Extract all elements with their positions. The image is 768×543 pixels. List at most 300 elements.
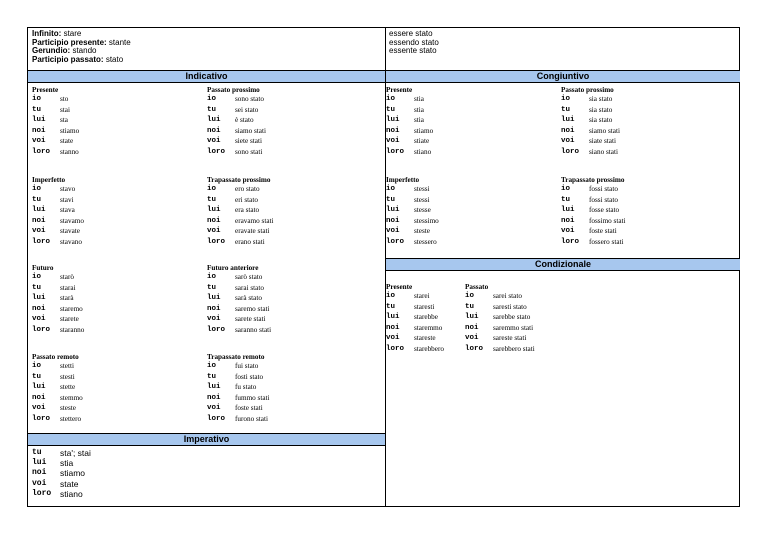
verb-form: stia [414, 95, 424, 103]
conjugation-row [32, 414, 83, 425]
pronoun: noi [465, 323, 479, 332]
pronoun: noi [32, 126, 46, 135]
conjugation-row [386, 333, 444, 344]
pronoun: io [561, 185, 571, 193]
verb-form: stette [60, 383, 76, 391]
verb-form: fosti stato [235, 372, 264, 381]
conjugation-row [32, 372, 83, 383]
verb-form: siano stati [589, 147, 618, 156]
verb-form: sarei stato [493, 292, 522, 300]
pronoun: noi [207, 304, 221, 313]
verb-form: sia stato [589, 95, 613, 103]
pronoun: lui [386, 206, 400, 214]
pronoun: noi [32, 304, 46, 313]
verb-form: eravamo stati [235, 216, 274, 225]
conjugation-row [32, 126, 79, 137]
indicativo-trapassato-prossimo-block [207, 176, 274, 247]
tense-title: Passato [465, 283, 489, 291]
conjugation-row [207, 382, 270, 393]
pronoun: io [207, 362, 217, 370]
conjugation-row [207, 272, 271, 283]
indicativo-imperfetto-block [32, 176, 84, 247]
pronoun: loro [32, 325, 51, 334]
pronoun: io [386, 95, 396, 103]
conjugation-row [386, 195, 439, 206]
compound-participio: essente stato [389, 46, 437, 55]
pronoun: noi [32, 468, 47, 478]
conjugation-row [207, 361, 270, 372]
verb-form: stavi [60, 195, 74, 204]
pronoun: lui [465, 313, 479, 321]
conjugation-row [561, 205, 626, 216]
conjugation-row [32, 293, 84, 304]
pronoun: tu [207, 195, 217, 204]
verb-form: foste stati [235, 404, 263, 412]
pronoun: loro [386, 237, 405, 246]
conjugation-row [207, 226, 274, 237]
imperativo-row [32, 468, 91, 478]
conjugation-row [386, 323, 444, 334]
conjugation-row [561, 195, 626, 206]
pronoun: tu [207, 372, 217, 381]
verb-form: sarebbero stati [493, 344, 535, 353]
pronoun: tu [32, 448, 42, 457]
pronoun: noi [207, 393, 221, 402]
conjugation-row [561, 216, 626, 227]
compound-forms [389, 30, 439, 56]
verb-form: stareste [414, 334, 436, 342]
conjugation-row [465, 344, 535, 355]
conjugation-row [207, 136, 266, 147]
conjugation-row [561, 105, 620, 116]
pronoun: noi [386, 323, 400, 332]
tense-title: Imperfetto [386, 176, 420, 184]
imperativo-header: Imperativo [28, 433, 385, 446]
tense-title: Presente [32, 86, 59, 94]
pronoun: tu [386, 302, 396, 311]
conjugation-row [32, 105, 79, 116]
verb-form: stemmo [60, 393, 83, 402]
conjugation-row [32, 272, 84, 283]
conjugation-row [207, 293, 271, 304]
verb-form: sia stato [589, 105, 613, 114]
verb-form: foste stati [589, 227, 617, 235]
verb-form: stiano [414, 147, 432, 156]
pronoun: noi [386, 126, 400, 135]
pronoun: tu [32, 105, 42, 114]
verb-form: starei [414, 292, 430, 300]
pronoun: voi [207, 404, 221, 412]
conjugation-row [207, 115, 266, 126]
conjugation-row [386, 302, 444, 313]
conjugation-row [207, 94, 266, 105]
conjugation-row [207, 393, 270, 404]
conjugation-row [32, 393, 83, 404]
pronoun: lui [386, 116, 400, 124]
conjugation-row [207, 304, 271, 315]
pronoun: tu [32, 283, 42, 292]
conjugation-row [207, 195, 274, 206]
pronoun: tu [465, 302, 475, 311]
pronoun: loro [386, 147, 405, 156]
conjugation-row [207, 237, 274, 248]
verb-form: sta'; stai [60, 448, 91, 458]
verb-form: sia stato [589, 116, 613, 124]
conjugation-row [465, 302, 535, 313]
pronoun: loro [207, 325, 226, 334]
tense-title: Trapassato remoto [207, 353, 265, 361]
conjugation-row [32, 195, 84, 206]
imperativo-row [32, 489, 91, 499]
condizionale-passato-block [465, 283, 535, 354]
pronoun: io [32, 185, 42, 193]
pronoun: voi [207, 315, 221, 323]
pronoun: noi [32, 216, 46, 225]
indicativo-passato-remoto-block [32, 353, 83, 424]
verb-form: fossimo stati [589, 216, 626, 225]
pronoun: io [207, 95, 217, 103]
imperativo-row [32, 448, 91, 458]
verb-form: starà [60, 294, 74, 302]
verb-form: steste [414, 227, 430, 235]
pronoun: lui [32, 294, 46, 302]
pronoun: io [207, 185, 217, 193]
conjugation-row [32, 283, 84, 294]
pronoun: tu [386, 105, 396, 114]
indicativo-presente-block [32, 86, 79, 157]
conjugation-row [207, 205, 274, 216]
verb-form: stesse [414, 206, 431, 214]
indicativo-header: Indicativo [28, 70, 385, 83]
verb-form: stetti [60, 362, 74, 370]
pronoun: io [465, 292, 475, 300]
compound-gerundio: essendo stato [389, 37, 439, 47]
conjugation-row [207, 325, 271, 336]
conjugation-row [561, 136, 620, 147]
conjugation-row [465, 323, 535, 334]
imperativo-block [32, 448, 91, 499]
verb-form: ero stato [235, 185, 260, 193]
verb-form: siate stati [589, 137, 616, 145]
pronoun: lui [386, 313, 400, 321]
pronoun: loro [465, 344, 484, 353]
verb-form: era stato [235, 206, 260, 214]
conjugation-row [386, 312, 444, 323]
indicativo-passato-prossimo-block [207, 86, 266, 157]
verb-form: stiano [60, 488, 83, 499]
conjugation-row [386, 226, 439, 237]
indicativo-futuro-anteriore-block [207, 264, 271, 335]
pronoun: io [32, 95, 42, 103]
pronoun: lui [32, 206, 46, 214]
pronoun: io [207, 273, 217, 281]
tense-title: Futuro [32, 264, 54, 272]
conjugation-row [561, 126, 620, 137]
pronoun: tu [207, 283, 217, 292]
pronoun: voi [207, 137, 221, 145]
verb-form: saranno stati [235, 325, 272, 334]
verb-form: stiamo [60, 468, 86, 479]
conjugation-row [32, 237, 84, 248]
conjugation-row [561, 184, 626, 195]
conjugation-row [465, 291, 535, 302]
verb-form: fosse stato [589, 206, 620, 214]
verb-form: è stato [235, 116, 254, 124]
verb-form: sarai stato [235, 283, 264, 292]
conjugation-row [32, 382, 83, 393]
pronoun: voi [32, 137, 46, 145]
conjugation-row [32, 325, 84, 336]
pronoun: loro [32, 237, 51, 246]
tense-title: Passato prossimo [207, 86, 260, 94]
verb-form: stessi [414, 195, 430, 204]
infinito-line: Infinito: stare [32, 29, 82, 38]
pronoun: noi [207, 216, 221, 225]
verb-form: staresti [414, 302, 435, 311]
pronoun: voi [561, 137, 575, 145]
verb-form: fui stato [235, 362, 259, 370]
conjugation-row [32, 94, 79, 105]
verb-form: saresti stato [493, 302, 527, 311]
verb-form: sarete stati [235, 315, 266, 323]
conjugation-row [386, 94, 433, 105]
tense-title: Passato remoto [32, 353, 79, 361]
verb-form: sono stati [235, 147, 263, 156]
pronoun: tu [207, 105, 217, 114]
pronoun: tu [32, 195, 42, 204]
verb-info [32, 30, 131, 64]
conjugation-row [207, 184, 274, 195]
verb-form: fummo stati [235, 393, 270, 402]
conjugation-row [386, 184, 439, 195]
conjugation-row [561, 237, 626, 248]
verb-form: stesti [60, 372, 75, 381]
verb-form: state [60, 137, 74, 145]
conjugation-row [207, 216, 274, 227]
conjugation-row [386, 147, 433, 158]
verb-form: siamo stati [235, 126, 266, 135]
verb-form: sto [60, 95, 69, 103]
verb-form: stettero [60, 414, 82, 423]
verb-form: steste [60, 404, 76, 412]
pronoun: loro [32, 488, 52, 498]
indicativo-trapassato-remoto-block [207, 353, 270, 424]
conjugation-row [386, 216, 439, 227]
conjugation-row [386, 126, 433, 137]
conjugation-row [207, 314, 271, 325]
conjugation-row [32, 226, 84, 237]
conjugation-row [32, 205, 84, 216]
pronoun: voi [386, 334, 400, 342]
pronoun: lui [207, 116, 221, 124]
verb-form: starete [60, 315, 79, 323]
verb-form: stiamo [60, 126, 80, 135]
pronoun: voi [207, 227, 221, 235]
pronoun: tu [386, 195, 396, 204]
conjugation-row [32, 184, 84, 195]
conjugation-row [207, 414, 270, 425]
congiuntivo-passato-prossimo-block [561, 86, 620, 157]
verb-form: saremmo stati [493, 323, 534, 332]
verb-form: staranno [60, 325, 85, 334]
verb-form: stia [414, 116, 424, 124]
conjugation-row [561, 226, 626, 237]
pronoun: noi [561, 216, 575, 225]
verb-form: siamo stati [589, 126, 620, 135]
conjugation-row [32, 314, 84, 325]
pronoun: tu [32, 372, 42, 381]
conjugation-row [207, 372, 270, 383]
pronoun: io [32, 362, 42, 370]
pronoun: lui [32, 458, 47, 468]
conjugation-row [386, 291, 444, 302]
conjugation-row [32, 361, 83, 372]
conjugation-row [207, 147, 266, 158]
verb-form: fossi stato [589, 195, 618, 204]
pronoun: voi [465, 334, 479, 342]
verb-form: fossero stati [589, 237, 624, 246]
pronoun: tu [561, 195, 571, 204]
verb-form: sono stato [235, 95, 264, 103]
verb-form: starò [60, 273, 74, 281]
verb-form: starebbero [414, 344, 444, 353]
verb-form: staremo [60, 304, 83, 313]
conjugation-row [207, 105, 266, 116]
verb-form: stai [60, 105, 70, 114]
pronoun: io [386, 292, 396, 300]
pronoun: tu [561, 105, 571, 114]
pronoun: noi [207, 126, 221, 135]
verb-form: stavano [60, 237, 82, 246]
verb-form: stiamo [414, 126, 434, 135]
pronoun: voi [32, 478, 47, 488]
conjugation-row [386, 115, 433, 126]
compound-infinito: essere stato [389, 29, 433, 38]
pronoun: loro [32, 414, 51, 423]
verb-form: stiate [414, 137, 430, 145]
pronoun: io [386, 185, 396, 193]
conjugation-row [386, 237, 439, 248]
verb-form: sareste stati [493, 334, 527, 342]
conjugation-row [561, 147, 620, 158]
verb-form: stanno [60, 147, 79, 156]
conjugation-row [386, 205, 439, 216]
pronoun: lui [32, 383, 46, 391]
pronoun: loro [561, 147, 580, 156]
pronoun: loro [207, 147, 226, 156]
pronoun: loro [32, 147, 51, 156]
pronoun: io [32, 273, 42, 281]
verb-form: sarebbe stato [493, 313, 531, 321]
condizionale-header: Condizionale [386, 258, 740, 271]
pronoun: loro [207, 237, 226, 246]
condizionale-presente-block [386, 283, 444, 354]
pronoun: lui [207, 206, 221, 214]
pronoun: voi [32, 404, 46, 412]
conjugation-row [32, 403, 83, 414]
conjugation-row [386, 136, 433, 147]
conjugation-row [561, 115, 620, 126]
conjugation-row [32, 115, 79, 126]
imperativo-row [32, 479, 91, 489]
tense-title: Presente [386, 283, 413, 291]
pronoun: noi [32, 393, 46, 402]
pronoun: voi [386, 227, 400, 235]
verb-form: stessero [414, 237, 437, 246]
tense-title: Trapassato prossimo [207, 176, 271, 184]
pronoun: lui [561, 116, 575, 124]
verb-form: staremmo [414, 323, 443, 332]
verb-form: eravate stati [235, 227, 270, 235]
verb-form: siete stati [235, 137, 262, 145]
participio-passato-line: Participio passato: stato [32, 54, 124, 64]
tense-title: Trapassato prossimo [561, 176, 625, 184]
verb-form: furono stati [235, 414, 268, 423]
conjugation-row [207, 283, 271, 294]
verb-form: fossi stato [589, 185, 618, 193]
verb-form: stavate [60, 227, 80, 235]
verb-form: sta [60, 116, 68, 124]
pronoun: loro [386, 344, 405, 353]
pronoun: noi [561, 126, 575, 135]
pronoun: lui [207, 383, 221, 391]
pronoun: voi [561, 227, 575, 235]
verb-form: stia [414, 105, 424, 114]
congiuntivo-trapassato-prossimo-block [561, 176, 626, 247]
verb-form: stavo [60, 185, 76, 193]
pronoun: io [561, 95, 571, 103]
conjugation-row [32, 147, 79, 158]
congiuntivo-imperfetto-block [386, 176, 439, 247]
congiuntivo-presente-block [386, 86, 433, 157]
conjugation-row [386, 105, 433, 116]
gerundio-line: Gerundio: stando [32, 46, 97, 55]
verb-form: stessi [414, 185, 430, 193]
imperativo-row [32, 458, 91, 468]
tense-title: Passato prossimo [561, 86, 614, 94]
pronoun: voi [386, 137, 400, 145]
congiuntivo-header: Congiuntivo [386, 70, 740, 83]
pronoun: lui [561, 206, 575, 214]
conjugation-row [561, 94, 620, 105]
tense-title: Futuro anteriore [207, 264, 259, 272]
verb-form: sei stato [235, 105, 259, 114]
conjugation-row [32, 136, 79, 147]
verb-form: state [60, 478, 79, 489]
verb-form: stia [60, 458, 74, 469]
verb-form: sarà stato [235, 294, 262, 302]
tense-title: Imperfetto [32, 176, 66, 184]
conjugation-row [32, 216, 84, 227]
conjugation-row [386, 344, 444, 355]
conjugation-row [465, 333, 535, 344]
verb-form: stava [60, 206, 75, 214]
participio-presente-line: Participio presente: stante [32, 37, 131, 47]
verb-form: stessimo [414, 216, 439, 225]
verb-form: fu stato [235, 383, 257, 391]
verb-form: eri stato [235, 195, 258, 204]
verb-form: stavamo [60, 216, 84, 225]
verb-form: erano stati [235, 237, 265, 246]
verb-form: starai [60, 283, 76, 292]
pronoun: lui [207, 294, 221, 302]
pronoun: voi [32, 315, 46, 323]
verb-form: starebbe [414, 313, 438, 321]
indicativo-futuro-block [32, 264, 84, 335]
pronoun: voi [32, 227, 46, 235]
tense-title: Presente [386, 86, 413, 94]
verb-form: sarò stato [235, 273, 263, 281]
